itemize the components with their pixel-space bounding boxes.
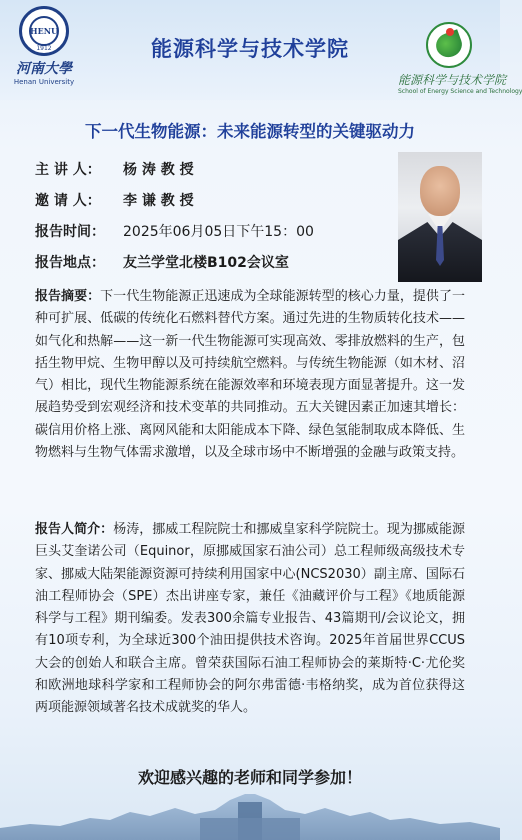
speaker-label: 主 讲 人：	[35, 162, 101, 178]
bio-text: 杨涛，挪威工程院院士和挪威皇家科学院院士。现为挪威能源巨头艾奎诺公司（Equinor，原挪威国家石油公司）总工程师级高级技术专家、挪威大陆架能源资源可持续利用国家中心(NCS2030）副主席、国际石油工程师协会（SPE）杰出讲座专家，兼任《油藏评价与工程》《地质能源科学与工程》期刊编委。发表300余篇专业报告、43篇期刊/会议论文，拥有10项专利，为全球近300个油田提供技术咨询。2025年首届世界CCUS大会的创始人和联合主席。曾荣获国际石油工程师协会的莱斯特·C·尤伦奖和欧洲地球科学家和工程师协会的阿尔弗雷德·韦格纳奖，成为首位获得这两项能源领域著名技术成就奖的华人。	[35, 522, 465, 716]
time-row	[35, 217, 395, 248]
speaker-photo	[398, 152, 482, 276]
talk-info	[35, 155, 395, 279]
university-name-cn: 河南大學	[16, 61, 72, 77]
abstract-paragraph	[35, 286, 465, 464]
abstract-label: 报告摘要：	[35, 289, 101, 304]
bio-paragraph	[35, 519, 465, 720]
place-row	[35, 248, 395, 279]
university-seal-icon	[19, 6, 69, 56]
bio-label: 报告人简介：	[35, 522, 114, 537]
speaker-value: 杨 涛 教 授	[123, 162, 194, 178]
place-value: 友兰学堂北楼B102会议室	[123, 255, 289, 271]
inviter-value: 李 谦 教 授	[123, 193, 194, 209]
school-logo	[398, 22, 522, 102]
talk-title: 下一代生物能源：未来能源转型的关键驱动力	[85, 122, 415, 141]
abstract-text: 下一代生物能源正迅速成为全球能源转型的核心力量，提供了一种可扩展、低碳的传统化石燃料替代方案。通过先进的生物质转化技术——如气化和热解——这一新一代生物能源可实现高效、零排放燃料的生产，包括生物甲烷、生物甲醇以及可持续航空燃料。与传统生物能源（如木材、沼气）相比，现代生物能源系统在能源效率和环境表现方面显著提升。这一发展趋势受到宏观经济和技术变革的共同推动。五大关键因素正加速其增长：碳信用价格上涨、离网风能和太阳能成本下降、绿色氢能制取成本降低、生物燃料与生物气体需求激增，以及全球市场中不断增强的金融与政策支持。	[35, 289, 465, 461]
campus-skyline-image	[0, 790, 500, 840]
speaker-row	[35, 155, 395, 186]
time-value: 2025年06月05日下午15：00	[123, 224, 314, 240]
inviter-label: 邀 请 人：	[35, 193, 101, 209]
welcome-message: 欢迎感兴趣的老师和同学参加！	[137, 768, 362, 787]
inviter-row	[35, 186, 395, 217]
school-name-cn: 能源科学与技术学院	[398, 73, 507, 87]
school-emblem-icon	[426, 22, 472, 68]
time-label: 报告时间：	[35, 224, 105, 240]
seal-monogram: HENU	[30, 26, 58, 36]
place-label: 报告地点：	[35, 255, 105, 271]
university-name-en: Henan University	[13, 78, 75, 86]
seal-year: 1912	[36, 45, 52, 52]
henan-university-logo	[8, 4, 80, 100]
institute-title: 能源科学与技术学院	[151, 37, 349, 61]
school-name-en: School of Energy Science and Technology	[398, 88, 522, 95]
